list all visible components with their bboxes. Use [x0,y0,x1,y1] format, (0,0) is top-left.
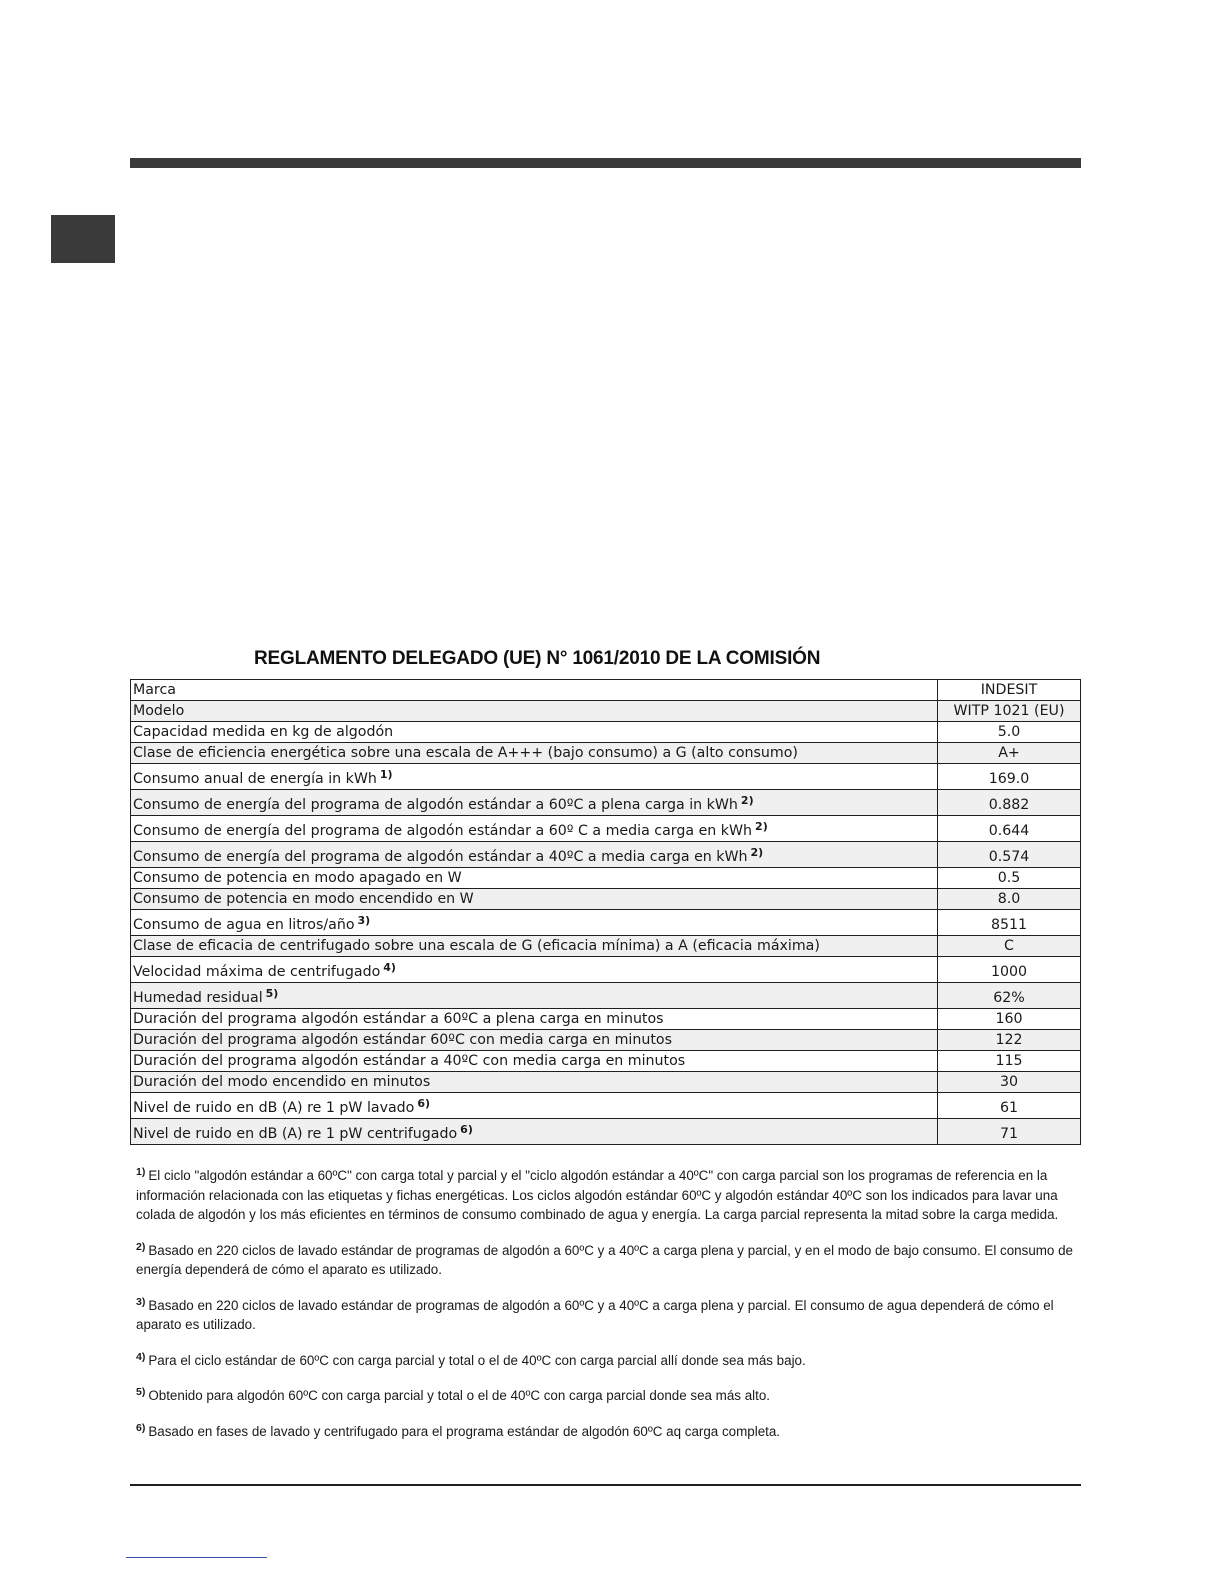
table-row [131,701,1081,722]
table-row [131,743,1081,764]
row-label: Consumo de potencia en modo encendido en W [131,889,938,910]
row-value: 169.0 [938,764,1081,790]
table-row [131,1030,1081,1051]
row-value: 0.882 [938,790,1081,816]
row-label: Humedad residual $^{5)}$ [131,983,938,1009]
footer-rule [130,1484,1081,1486]
footnotes [136,1166,1076,1457]
row-label: Duración del programa algodón estándar a 40ºC con media carga en minutos [131,1051,938,1072]
footnote-marker: 6) [136,1421,146,1434]
row-value: 115 [938,1051,1081,1072]
row-value: 0.5 [938,868,1081,889]
header-rule [130,158,1081,168]
row-value: 62% [938,983,1081,1009]
footnote-marker: 3) [136,1295,146,1308]
row-value: 30 [938,1072,1081,1093]
table-row [131,1009,1081,1030]
row-value: WITP 1021 (EU) [938,701,1081,722]
row-value: 8511 [938,910,1081,936]
table-row [131,1093,1081,1119]
row-label: Consumo de energía del programa de algodón estándar a 60º C a media carga en kWh $^{2)}$ [131,816,938,842]
footnote-ref: 2) [750,846,764,859]
footnote-text: Para el ciclo estándar de 60ºC con carga parcial y total o el de 40ºC con carga parcial allí donde sea más bajo. [148,1352,806,1368]
regulation-title: REGLAMENTO DELEGADO (UE) N° 1061/2010 DE LA COMISIÓN [254,648,821,669]
table-row [131,680,1081,701]
row-value: 8.0 [938,889,1081,910]
row-value: 0.574 [938,842,1081,868]
row-label: Marca [131,680,938,701]
footnote-marker: 5) [136,1386,146,1398]
footnote-3 [136,1296,1076,1335]
footnote-ref: 3) [357,914,371,927]
row-label: Consumo de energía del programa de algodón estándar a 40ºC a media carga en kWh $^{2)}$ [131,842,938,868]
footnote-ref: 2) [755,820,768,833]
table-row [131,983,1081,1009]
footnote-ref: 6) [417,1097,431,1110]
row-value: 61 [938,1093,1081,1119]
row-label: Duración del modo encendido en minutos [131,1072,938,1093]
table-row [131,1072,1081,1093]
row-label: Duración del programa algodón estándar a 60ºC a plena carga en minutos [131,1009,938,1030]
footnote-ref: 5) [265,987,279,1000]
footnote-marker: 1) [136,1166,146,1178]
row-value: 0.644 [938,816,1081,842]
row-label: Consumo de energía del programa de algodón estándar a 60ºC a plena carga in kWh $^{2)}$ [131,790,938,816]
footnote-4 [136,1351,1076,1371]
footnote-text: Basado en 220 ciclos de lavado estándar de programas de algodón a 60ºC y a 40ºC a carga plena y parcial, y en el modo de bajo consumo. El consumo de energía dependerá de cómo el aparato es utilizado. [136,1242,1073,1277]
table-row [131,790,1081,816]
table-row [131,868,1081,889]
table-row [131,842,1081,868]
row-label: Clase de eficiencia energética sobre una escala de A+++ (bajo consumo) a G (alto consumo) [131,743,938,764]
footnote-text: Basado en fases de lavado y centrifugado para el programa estándar de algodón 60ºC aq carga completa. [148,1423,781,1439]
row-label: Consumo anual de energía in kWh $^{1)}$ [131,764,938,790]
row-label: Consumo de potencia en modo apagado en W [131,868,938,889]
row-label: Capacidad medida en kg de algodón [131,722,938,743]
row-value: A+ [938,743,1081,764]
footnote-text: El ciclo "algodón estándar a 60ºC" con carga total y parcial y el "ciclo algodón estándar a 40ºC" con carga parcial son los programas de referencia en la información relacionada con las etiquetas y fichas energéticas. Los ciclos algodón estándar 60ºC y algodón estándar 40ºC son los indicados para lavar una colada de algodón y los más eficientes en términos de consumo combinado de agua y energía. La carga parcial representa la mitad sobre la carga medida. [136,1168,1059,1222]
link-underline [126,1557,267,1558]
footnote-1 [136,1166,1076,1225]
table-row [131,889,1081,910]
row-value: C [938,936,1081,957]
row-label: Nivel de ruido en dB (A) re 1 pW centrifugado $^{6)}$ [131,1119,938,1145]
language-tab-marker [51,215,115,263]
footnote-ref: 1) [379,768,393,781]
footnote-ref: 6) [460,1123,473,1136]
row-label: Consumo de agua en litros/año $^{3)}$ [131,910,938,936]
footnote-2 [136,1241,1076,1280]
footnote-text: Obtenido para algodón 60ºC con carga parcial y total o el de 40ºC con carga parcial donde sea más alto. [148,1388,771,1403]
product-fiche-table [130,679,1081,1145]
row-label: Velocidad máxima de centrifugado $^{4)}$ [131,957,938,983]
row-value: 160 [938,1009,1081,1030]
row-value: 1000 [938,957,1081,983]
footnote-5 [136,1386,1076,1406]
footnote-6 [136,1422,1076,1442]
row-value: INDESIT [938,680,1081,701]
table-row [131,1051,1081,1072]
table-row [131,1119,1081,1145]
footnote-ref: 2) [740,794,754,807]
table-row [131,957,1081,983]
row-value: 122 [938,1030,1081,1051]
table-row [131,910,1081,936]
row-label: Modelo [131,701,938,722]
row-value: 71 [938,1119,1081,1145]
table-row [131,722,1081,743]
footnote-marker: 2) [136,1240,146,1253]
footnote-text: Basado en 220 ciclos de lavado estándar de programas de algodón a 60ºC y a 40ºC a carga plena y parcial. El consumo de agua dependerá de cómo el aparato es utilizado. [136,1297,1054,1332]
footnote-marker: 4) [136,1350,146,1363]
row-value: 5.0 [938,722,1081,743]
footnote-ref: 4) [383,961,396,974]
table-row [131,764,1081,790]
table-row [131,936,1081,957]
row-label: Clase de eficacia de centrifugado sobre una escala de G (eficacia mínima) a A (eficacia máxima) [131,936,938,957]
row-label: Nivel de ruido en dB (A) re 1 pW lavado $^{6)}$ [131,1093,938,1119]
row-label: Duración del programa algodón estándar 60ºC con media carga en minutos [131,1030,938,1051]
table-row [131,816,1081,842]
